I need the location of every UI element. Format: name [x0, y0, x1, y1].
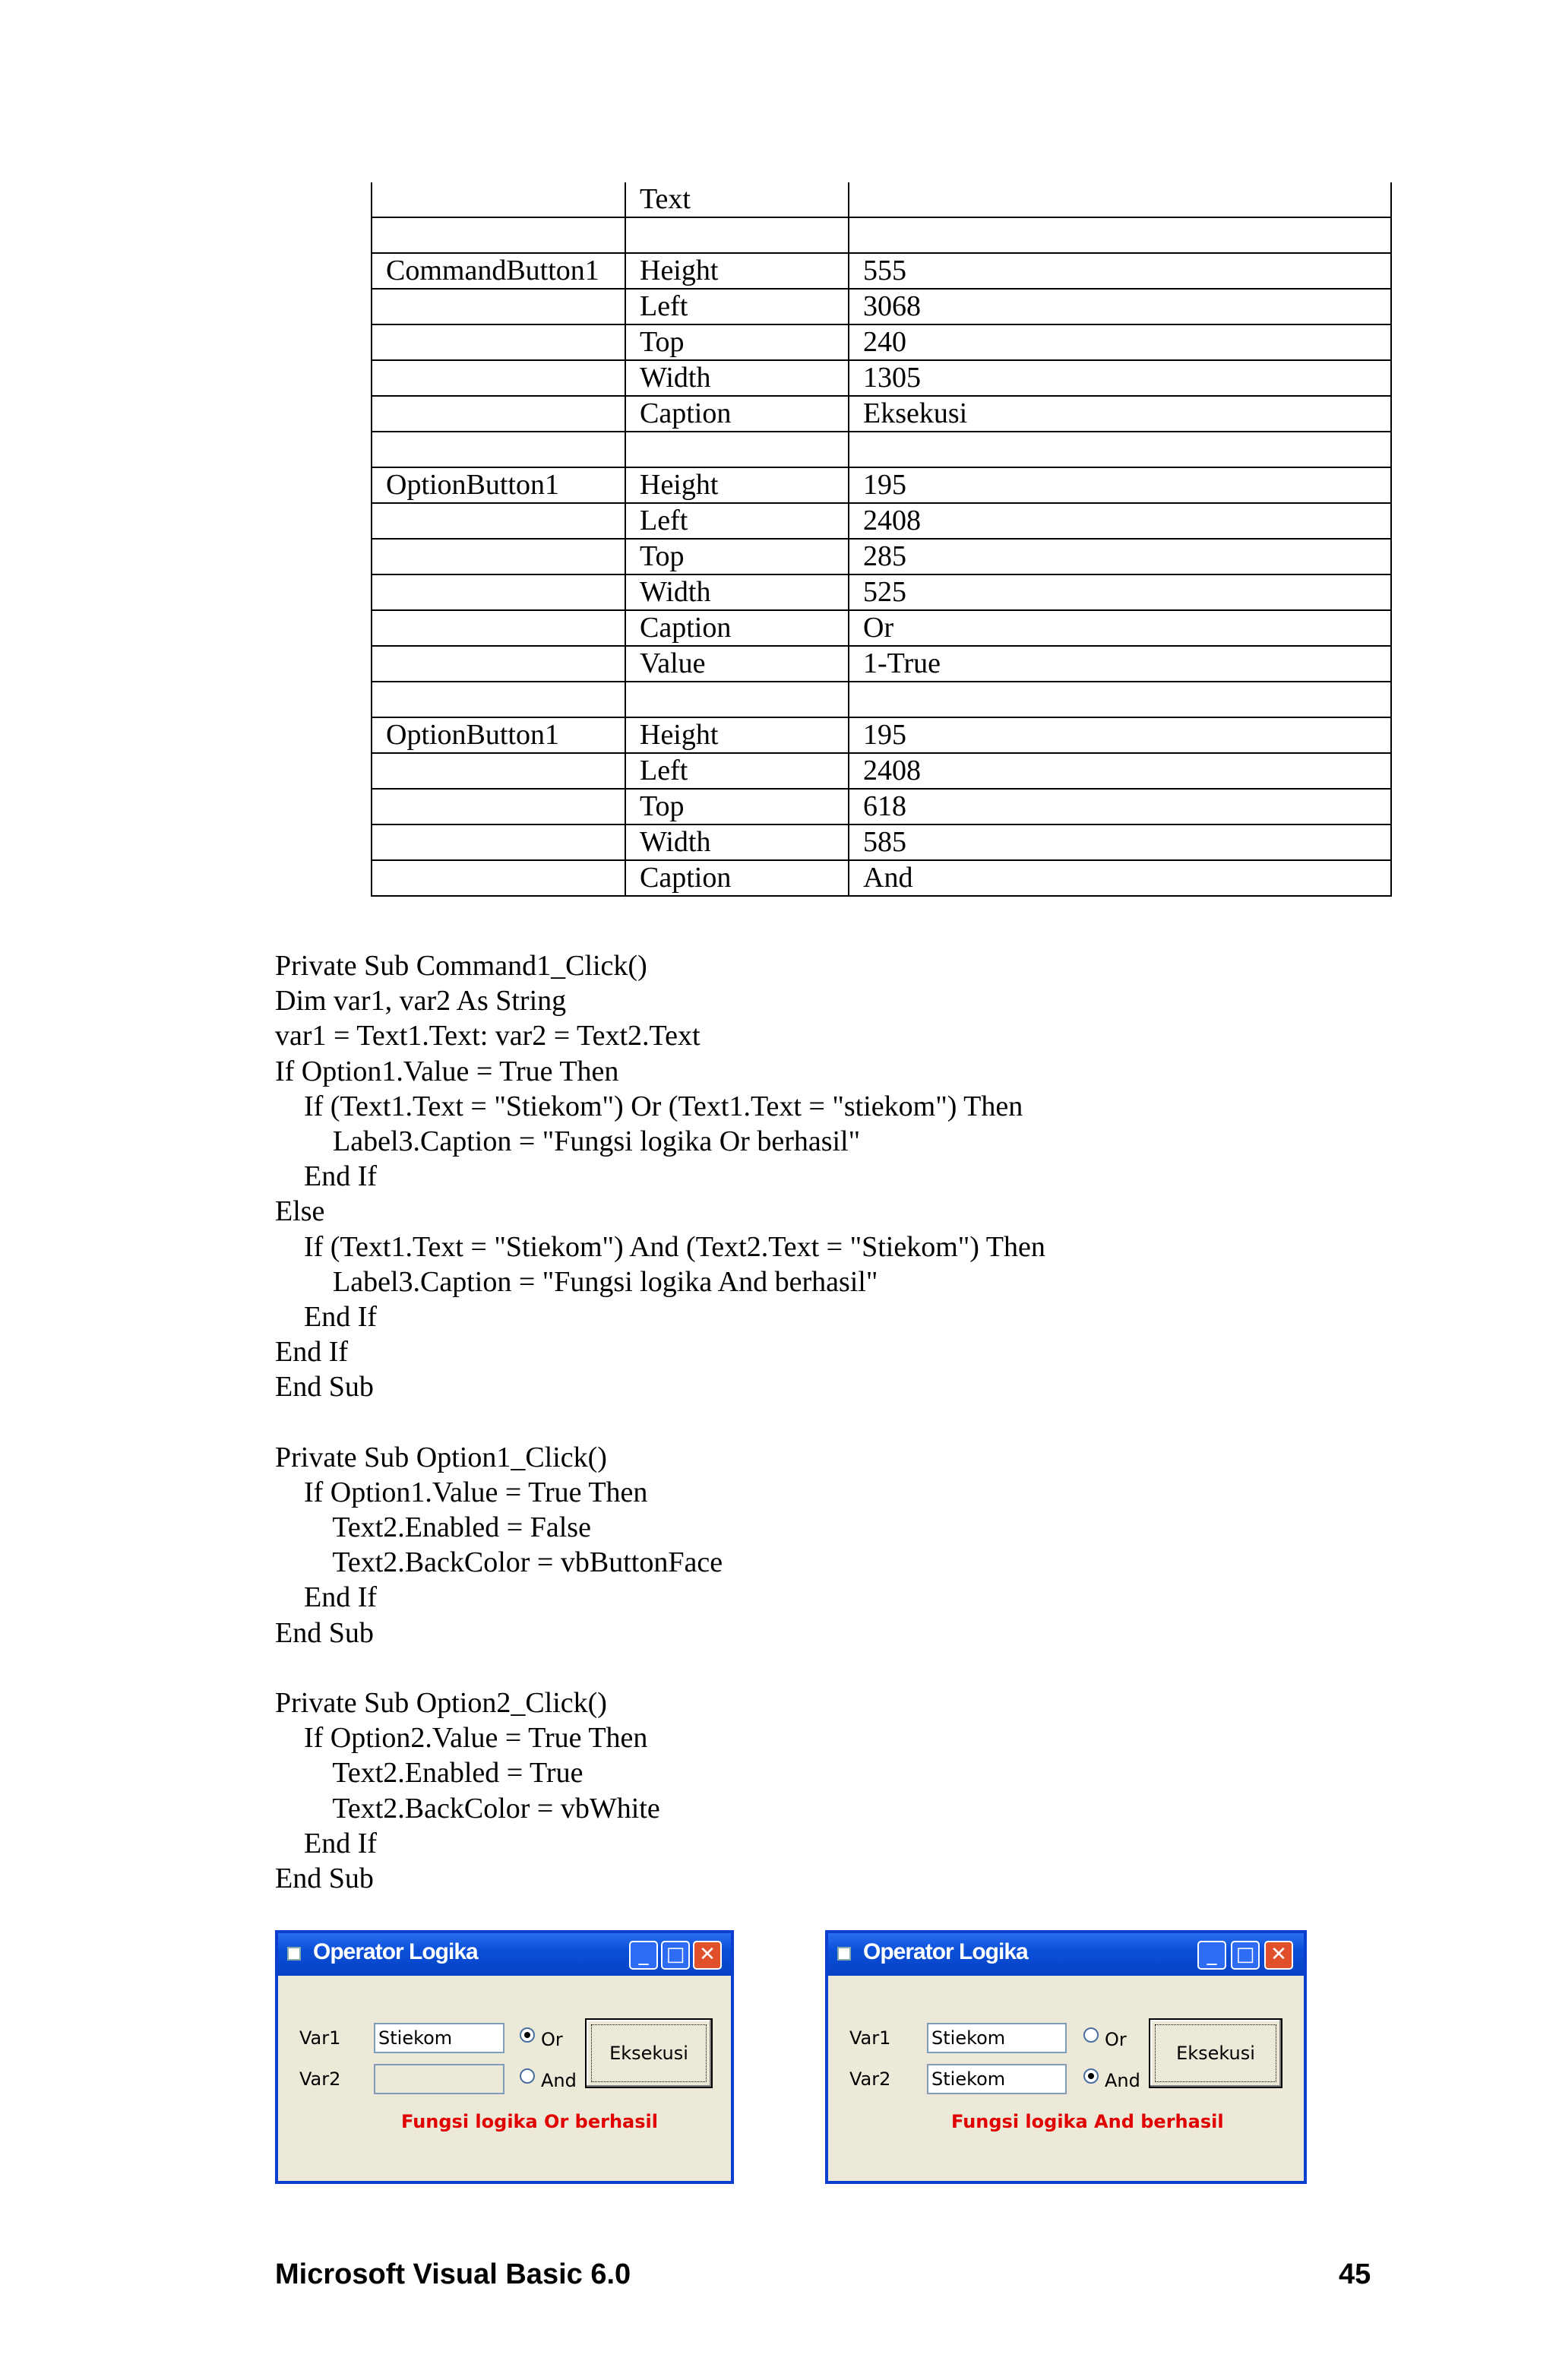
close-button[interactable]: ✕: [1264, 1941, 1293, 1970]
control-name-cell: OptionButton1: [372, 717, 625, 753]
code-line: End Sub: [275, 1371, 374, 1404]
value-cell: 618: [849, 789, 1391, 824]
control-name-cell: [372, 753, 625, 789]
property-cell: Left: [625, 753, 849, 789]
dialog-or: [275, 1930, 734, 2184]
property-cell: Left: [625, 289, 849, 324]
app-icon: [287, 1947, 301, 1961]
maximize-button[interactable]: □: [661, 1941, 690, 1970]
text1-input[interactable]: Stiekom: [927, 2023, 1067, 2053]
property-cell: Width: [625, 824, 849, 860]
minimize-button[interactable]: _: [629, 1941, 658, 1970]
property-cell: Height: [625, 467, 849, 503]
value-cell: [849, 432, 1391, 467]
option-or-label[interactable]: Or: [541, 2029, 563, 2050]
code-line: Private Sub Option1_Click(): [275, 1441, 607, 1473]
result-label: Fungsi logika And berhasil: [951, 2111, 1224, 2132]
code-line: If (Text1.Text = "Stiekom") And (Text2.Text = "Stiekom") Then: [275, 1230, 1045, 1263]
code-line: var1 = Text1.Text: var2 = Text2.Text: [275, 1020, 701, 1052]
table-row: [372, 289, 1391, 324]
control-name-cell: [372, 396, 625, 432]
table-row: [372, 396, 1391, 432]
value-cell: [849, 182, 1391, 217]
window-title: Operator Logika: [313, 1939, 478, 1964]
value-cell: 285: [849, 539, 1391, 574]
maximize-button[interactable]: □: [1231, 1941, 1260, 1970]
table-row: [372, 467, 1391, 503]
control-name-cell: [372, 503, 625, 539]
code-line: End If: [275, 1336, 349, 1369]
control-name-cell: [372, 432, 625, 467]
page-number: 45: [1339, 2258, 1371, 2290]
code-line: Label3.Caption = "Fungsi logika Or berhasil": [275, 1125, 861, 1157]
option-and-label[interactable]: And: [1105, 2070, 1140, 2091]
table-row: [372, 574, 1391, 610]
code-line: End If: [275, 1827, 378, 1859]
close-button[interactable]: ✕: [693, 1941, 722, 1970]
property-cell: Text: [625, 182, 849, 217]
option-or-radio[interactable]: [1083, 2027, 1099, 2043]
value-cell: [849, 682, 1391, 717]
value-cell: Or: [849, 610, 1391, 646]
control-name-cell: [372, 824, 625, 860]
table-row: [372, 682, 1391, 717]
property-cell: Top: [625, 324, 849, 360]
property-cell: [625, 432, 849, 467]
table-row: [372, 432, 1391, 467]
property-cell: Caption: [625, 610, 849, 646]
option-and-radio[interactable]: [1083, 2068, 1099, 2084]
code-line: End If: [275, 1160, 378, 1193]
eksekusi-button[interactable]: Eksekusi: [585, 2018, 713, 2088]
table-row: [372, 217, 1391, 253]
table-row: [372, 539, 1391, 574]
control-name-cell: [372, 360, 625, 396]
control-name-cell: [372, 646, 625, 682]
table-row: [372, 753, 1391, 789]
value-cell: 2408: [849, 753, 1391, 789]
value-cell: 195: [849, 717, 1391, 753]
control-name-cell: [372, 539, 625, 574]
footer-book-title: Microsoft Visual Basic 6.0: [275, 2258, 631, 2290]
code-line: If Option1.Value = True Then: [275, 1055, 619, 1087]
code-line: Private Sub Option2_Click(): [275, 1686, 607, 1719]
dialog-and: [825, 1930, 1307, 2184]
option-or-label[interactable]: Or: [1105, 2029, 1127, 2050]
table-row: [372, 182, 1391, 217]
value-cell: Eksekusi: [849, 396, 1391, 432]
control-name-cell: [372, 182, 625, 217]
option-and-radio[interactable]: [520, 2068, 535, 2084]
title-bar: [828, 1933, 1304, 1976]
table-row: [372, 717, 1391, 753]
window-title: Operator Logika: [863, 1939, 1028, 1964]
code-line: Private Sub Command1_Click(): [275, 950, 647, 982]
property-cell: Top: [625, 539, 849, 574]
property-cell: Width: [625, 360, 849, 396]
control-name-cell: [372, 289, 625, 324]
code-line: Text2.Enabled = True: [275, 1757, 584, 1790]
code-line: If (Text1.Text = "Stiekom") Or (Text1.Text = "stiekom") Then: [275, 1090, 1023, 1122]
control-name-cell: [372, 324, 625, 360]
value-cell: 555: [849, 253, 1391, 289]
property-cell: Height: [625, 717, 849, 753]
control-name-cell: [372, 574, 625, 610]
property-cell: [625, 682, 849, 717]
value-cell: 1-True: [849, 646, 1391, 682]
table-row: [372, 646, 1391, 682]
control-name-cell: CommandButton1: [372, 253, 625, 289]
table-row: [372, 503, 1391, 539]
value-cell: 240: [849, 324, 1391, 360]
table-row: [372, 860, 1391, 896]
value-cell: And: [849, 860, 1391, 896]
option-or-radio[interactable]: [520, 2027, 535, 2043]
property-cell: Top: [625, 789, 849, 824]
properties-table: [371, 182, 1392, 897]
property-cell: Value: [625, 646, 849, 682]
app-icon: [837, 1947, 851, 1961]
code-line: Else: [275, 1195, 325, 1228]
control-name-cell: [372, 682, 625, 717]
property-cell: [625, 217, 849, 253]
value-cell: 585: [849, 824, 1391, 860]
control-name-cell: [372, 860, 625, 896]
code-line: Label3.Caption = "Fungsi logika And berhasil": [275, 1265, 878, 1298]
property-cell: Height: [625, 253, 849, 289]
var2-label: Var2: [299, 2068, 341, 2090]
control-name-cell: [372, 610, 625, 646]
table-row: [372, 324, 1391, 360]
property-cell: Left: [625, 503, 849, 539]
code-line: If Option2.Value = True Then: [275, 1722, 648, 1755]
text2-input[interactable]: Stiekom: [927, 2064, 1067, 2094]
table-row: [372, 789, 1391, 824]
value-cell: 2408: [849, 503, 1391, 539]
code-line: Dim var1, var2 As String: [275, 985, 567, 1018]
value-cell: 525: [849, 574, 1391, 610]
code-line: If Option1.Value = True Then: [275, 1476, 648, 1508]
control-name-cell: OptionButton1: [372, 467, 625, 503]
code-line: End Sub: [275, 1862, 374, 1894]
text1-input[interactable]: Stiekom: [374, 2023, 504, 2053]
code-line: Text2.BackColor = vbButtonFace: [275, 1546, 723, 1579]
code-line: Text2.Enabled = False: [275, 1511, 591, 1543]
option-and-label[interactable]: And: [541, 2070, 577, 2091]
var2-label: Var2: [849, 2068, 891, 2090]
table-row: [372, 610, 1391, 646]
control-name-cell: [372, 789, 625, 824]
var1-label: Var1: [849, 2027, 891, 2049]
code-line: End If: [275, 1300, 378, 1333]
table-row: [372, 253, 1391, 289]
code-line: End Sub: [275, 1616, 374, 1649]
property-cell: Caption: [625, 396, 849, 432]
title-bar: [278, 1933, 731, 1976]
value-cell: 1305: [849, 360, 1391, 396]
code-listing: [275, 948, 1491, 1896]
table-row: [372, 824, 1391, 860]
value-cell: 195: [849, 467, 1391, 503]
code-line: Text2.BackColor = vbWhite: [275, 1792, 660, 1825]
code-line: [275, 1650, 1491, 1685]
control-name-cell: [372, 217, 625, 253]
code-line: End If: [275, 1581, 378, 1614]
code-line: [275, 1404, 1491, 1439]
eksekusi-button[interactable]: Eksekusi: [1149, 2018, 1282, 2088]
text2-input: [374, 2064, 504, 2094]
table-row: [372, 360, 1391, 396]
property-cell: Width: [625, 574, 849, 610]
var1-label: Var1: [299, 2027, 341, 2049]
minimize-button[interactable]: _: [1197, 1941, 1226, 1970]
value-cell: [849, 217, 1391, 253]
result-label: Fungsi logika Or berhasil: [401, 2111, 658, 2132]
property-cell: Caption: [625, 860, 849, 896]
value-cell: 3068: [849, 289, 1391, 324]
